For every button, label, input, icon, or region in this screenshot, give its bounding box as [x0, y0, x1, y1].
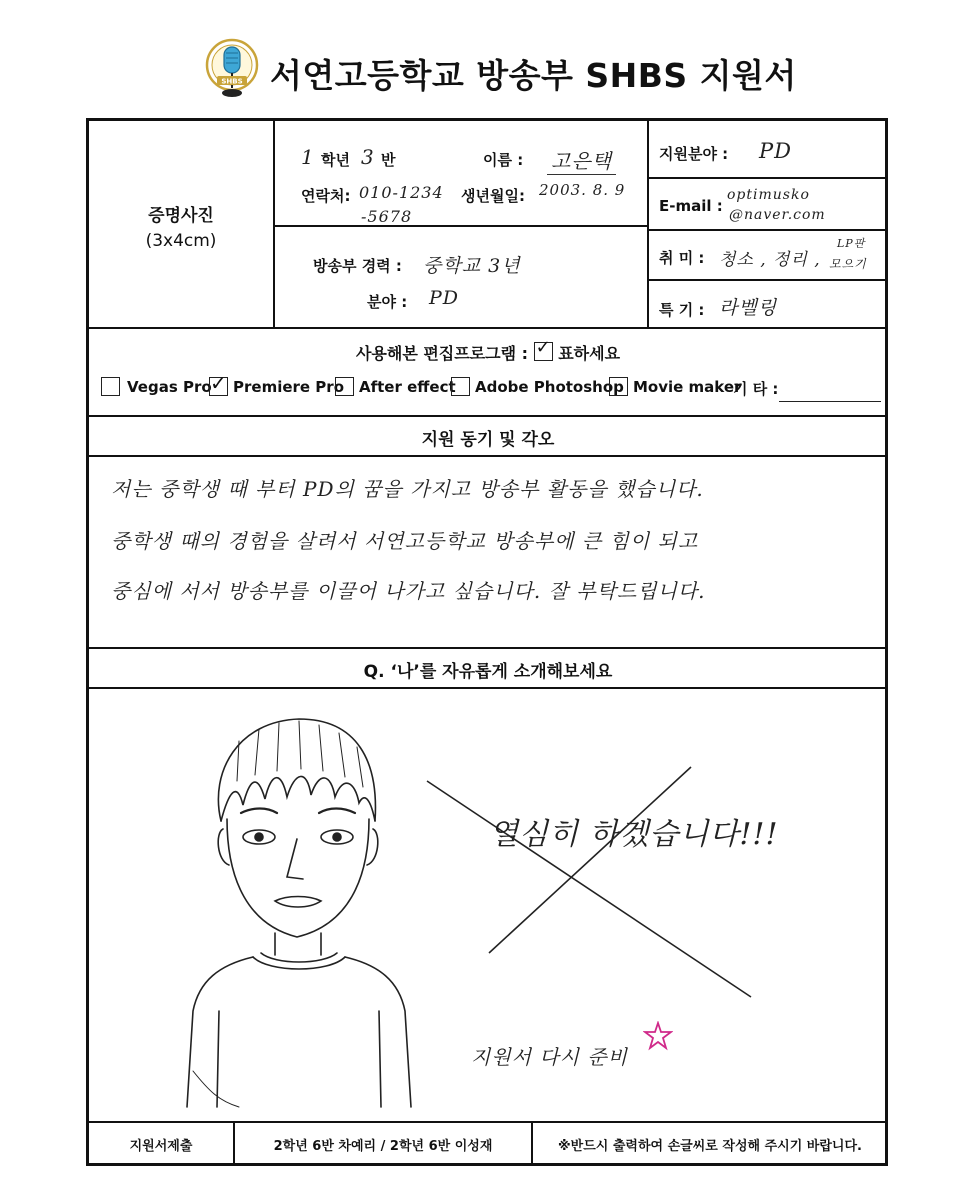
cross-out-mark [419, 763, 759, 1003]
photo-size: (3x4cm) [145, 231, 217, 251]
experience-label: 방송부 경력 : [313, 257, 402, 275]
crossed-out-text: 열심히 하겠습니다!!! [489, 817, 779, 852]
contact-label: 연락처: [301, 187, 351, 205]
checkbox-premiere-pro[interactable] [209, 371, 228, 396]
option-premiere-pro: Premiere Pro [233, 378, 344, 396]
email-value-2: @naver.com [729, 207, 826, 223]
option-movie-maker: Movie maker [633, 378, 742, 396]
check-icon: ✓ [210, 371, 227, 395]
field-value: PD [429, 287, 460, 309]
programs-heading: 사용해본 편집프로그램 : ✓ 표하세요 [355, 337, 621, 363]
checkbox-after-effect[interactable] [335, 377, 354, 396]
contact-value-1: 010-1234 [359, 183, 444, 202]
hobby-value: 청소 , 정리 , [719, 250, 821, 270]
checkbox-movie-maker[interactable] [609, 377, 628, 396]
class-label: 반 [381, 151, 396, 169]
motivation-line-2: 중학생 때의 경험을 살려서 서연고등학교 방송부에 큰 힘이 되고 [111, 529, 699, 553]
notice: ※반드시 출력하여 손글씨로 작성해 주시기 바랍니다. [558, 1139, 862, 1154]
talent-value: 라벨링 [719, 297, 778, 319]
photo-label: 증명사진 [148, 206, 214, 226]
apply-field-label: 지원분야 : [659, 145, 729, 163]
option-adobe-photoshop: Adobe Photoshop [475, 378, 624, 396]
name-value: 고은택 [547, 145, 616, 175]
intro-heading: Q. ‘나’를 자유롭게 소개해보세요 [363, 662, 613, 682]
self-portrait-drawing [179, 711, 419, 1111]
logo-text: SHBS [221, 77, 243, 86]
checkmark-sample-icon: ✓ [534, 342, 553, 361]
email-value-1: optimusko [727, 187, 810, 203]
star-doodle-icon [643, 1021, 673, 1051]
microphone-logo-icon [204, 38, 260, 100]
recipients: 2학년 6반 차예리 / 2학년 6반 이성재 [273, 1139, 493, 1154]
birth-value: 2003. 8. 9 [539, 181, 626, 199]
contact-value-2: -5678 [361, 207, 413, 226]
option-vegas-pro: Vegas Pro [127, 378, 212, 396]
submit-label: 지원서제출 [129, 1139, 193, 1154]
other-label: 기 타 : [733, 380, 779, 398]
email-label: E-mail : [659, 197, 723, 215]
page-title: 서연고등학교 방송부 SHBS 지원서 [270, 56, 797, 95]
hobby-extra-1: LP판 [837, 237, 866, 250]
motivation-line-3: 중심에 서서 방송부를 이끌어 나가고 싶습니다. 잘 부탁드립니다. [111, 579, 706, 603]
checkbox-vegas-pro[interactable] [101, 377, 120, 396]
hobby-label: 취 미 : [659, 249, 705, 267]
application-form [86, 118, 888, 1166]
grade-value: 1 [301, 145, 315, 169]
checkbox-adobe-photoshop[interactable] [451, 377, 470, 396]
motivation-line-1: 저는 중학생 때 부터 PD의 꿈을 가지고 방송부 활동을 했습니다. [111, 477, 704, 501]
apply-field-value: PD [759, 139, 792, 163]
experience-value: 중학교 3년 [423, 255, 521, 277]
other-field[interactable] [779, 401, 881, 402]
birth-label: 생년월일: [461, 187, 525, 205]
field-label: 분야 : [367, 293, 408, 311]
header [0, 28, 960, 108]
option-after-effect: After effect [359, 378, 456, 396]
hobby-extra-2: 모으기 [829, 257, 867, 271]
name-label: 이름 : [483, 151, 524, 169]
retry-note: 지원서 다시 준비 [471, 1045, 628, 1069]
motivation-heading: 지원 동기 및 각오 [421, 430, 555, 450]
talent-label: 특 기 : [659, 301, 705, 319]
grade-label: 학년 [321, 151, 350, 169]
class-value: 3 [361, 145, 375, 169]
